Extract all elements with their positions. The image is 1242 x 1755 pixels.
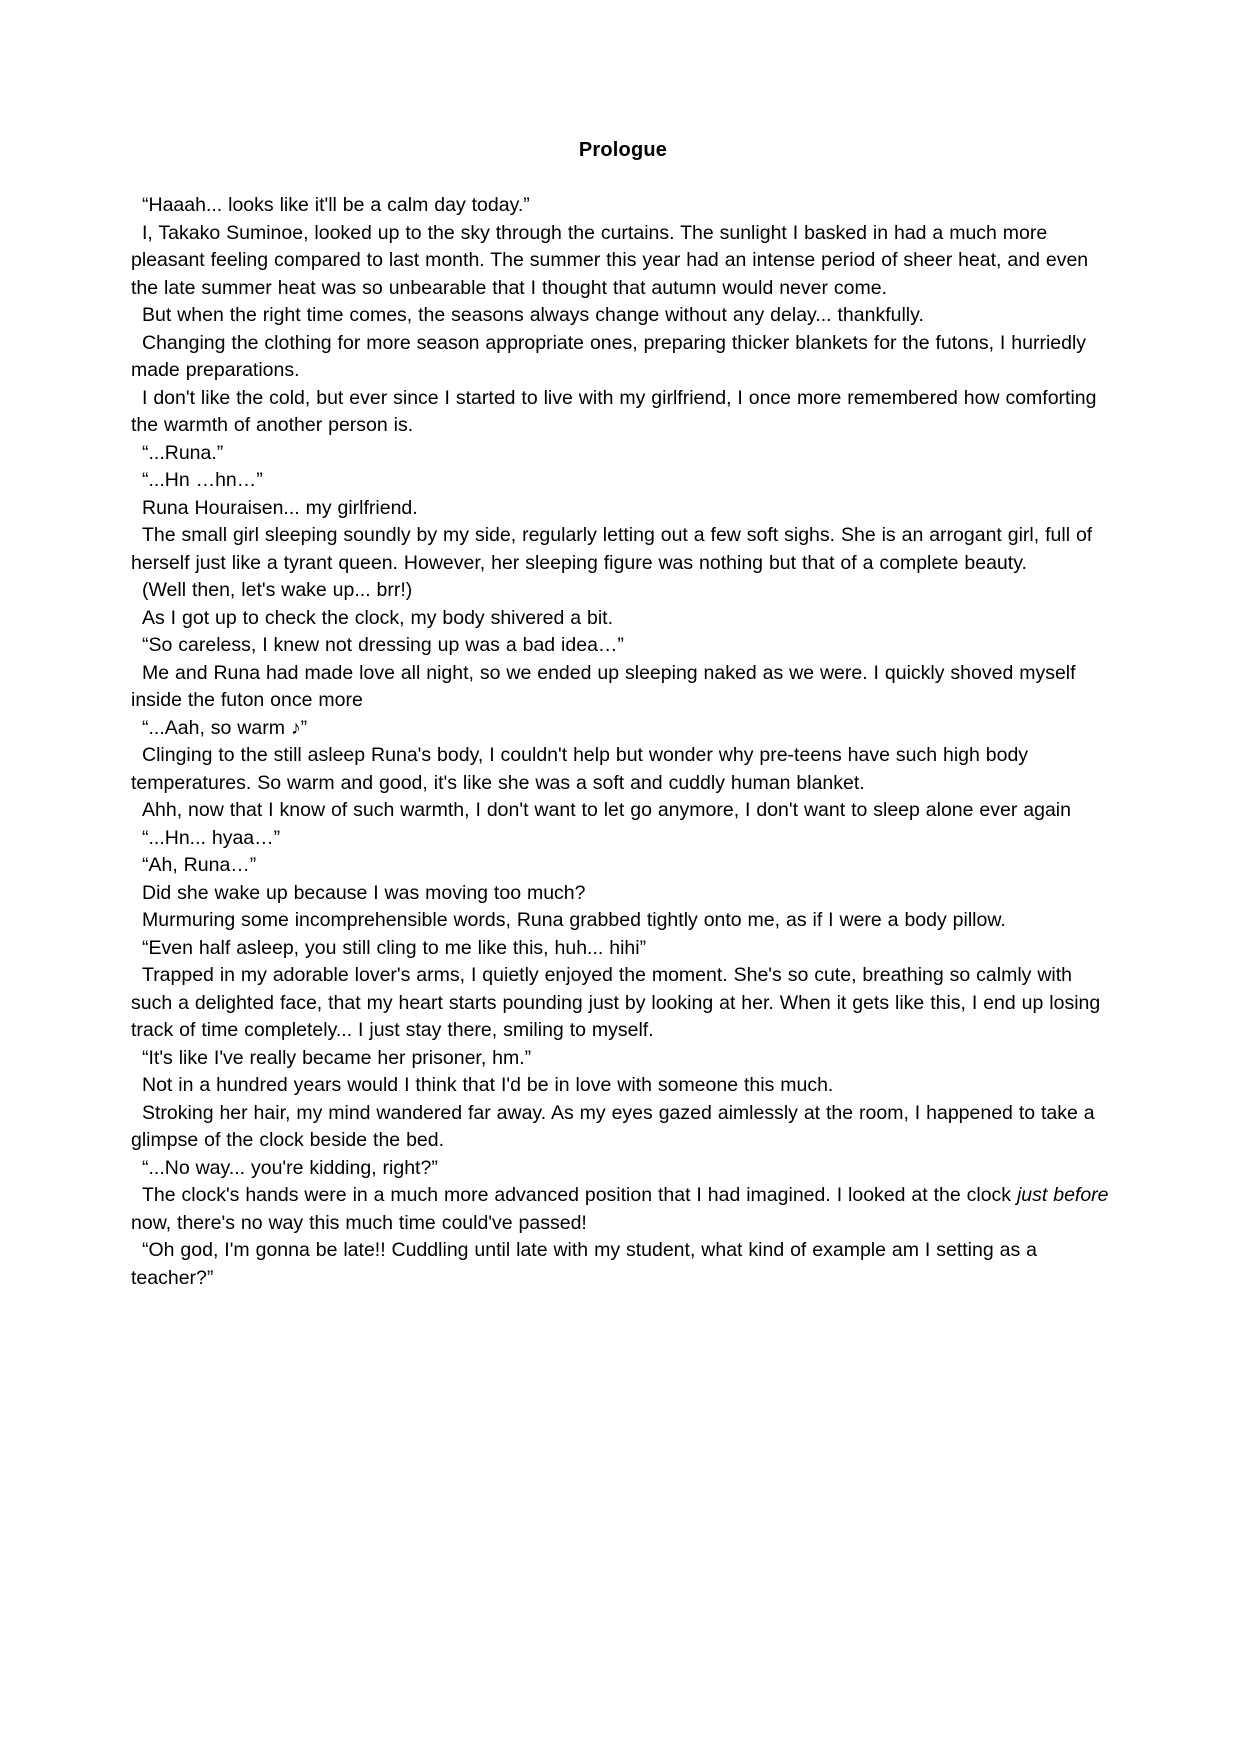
paragraph: “Ah, Runa…” xyxy=(142,854,257,876)
document-body xyxy=(131,192,1115,1292)
paragraph: But when the right time comes, the seasons always change without any delay... thankfully. xyxy=(142,304,924,326)
paragraph: Stroking her hair, my mind wandered far away. As my eyes gazed aimlessly at the room, I happened to take a glimpse of the clock beside the bed. xyxy=(131,1101,1101,1151)
paragraph: Me and Runa had made love all night, so we ended up sleeping naked as we were. I quickly shoved myself inside the futon once more xyxy=(131,661,1082,711)
paragraph: “Even half asleep, you still cling to me like this, huh... hihi” xyxy=(142,936,647,959)
paragraph: Murmuring some incomprehensible words, Runa grabbed tightly onto me, as if I were a body pillow. xyxy=(142,909,1006,931)
paragraph: “...Hn... hyaa…” xyxy=(142,826,281,849)
paragraph: The small girl sleeping soundly by my side, regularly letting out a few soft sighs. She is an arrogant girl, full of herself just like a tyrant queen. However, her sleeping figure was nothing but that of a complete beauty. xyxy=(131,524,1099,574)
paragraph: Runa Houraisen... my girlfriend. xyxy=(142,496,418,519)
paragraph: Changing the clothing for more season appropriate ones, preparing thicker blankets for the futons, I hurriedly made preparations. xyxy=(131,331,1092,381)
text-run: The clock's hands were in a much more advanced position that I had imagined. I looked at the clock xyxy=(142,1184,1017,1206)
paragraph: Not in a hundred years would I think that I'd be in love with someone this much. xyxy=(142,1074,834,1096)
paragraph: “It's like I've really became her prisoner, hm.” xyxy=(142,1046,532,1069)
paragraph: “Haaah... looks like it'll be a calm day today.” xyxy=(142,194,530,216)
paragraph: “So careless, I knew not dressing up was a bad idea…” xyxy=(142,634,624,656)
paragraph: As I got up to check the clock, my body shivered a bit. xyxy=(142,606,613,629)
emphasized-text: just before xyxy=(1016,1184,1109,1206)
paragraph: Trapped in my adorable lover's arms, I quietly enjoyed the moment. She's so cute, breathing so calmly with such a delighted face, that my heart starts pounding just by looking at her. When it gets like this, I end up losing track of time completely... I just stay there, smiling to myself. xyxy=(131,964,1107,1041)
paragraph: “...No way... you're kidding, right?” xyxy=(142,1156,438,1179)
paragraph: Clinging to the still asleep Runa's body, I couldn't help but wonder why pre-teens have such high body temperatures. So warm and good, it's like she was a soft and cuddly human blanket. xyxy=(131,744,1034,794)
paragraph: I, Takako Suminoe, looked up to the sky through the curtains. The sunlight I basked in had a much more pleasant feeling compared to last month. The summer this year had an intense period of sheer heat, and even the late summer heat was so unbearable that I thought that autumn would never come. xyxy=(131,221,1095,299)
paragraph: Did she wake up because I was moving too much? xyxy=(142,881,586,904)
paragraph: “Oh god, I'm gonna be late!! Cuddling until late with my student, what kind of example am I setting as a teacher?” xyxy=(131,1239,1043,1289)
paragraph: Ahh, now that I know of such warmth, I don't want to let go anymore, I don't want to sleep alone ever again xyxy=(142,799,1071,821)
paragraph xyxy=(131,1182,1115,1237)
paragraph: “...Runa.” xyxy=(142,441,224,464)
text-run: now, there's no way this much time could've passed! xyxy=(131,1184,1115,1234)
paragraph: (Well then, let's wake up... brr!) xyxy=(142,579,413,601)
document-title: Prologue xyxy=(578,139,668,161)
paragraph: “...Aah, so warm ♪” xyxy=(142,716,308,739)
paragraph: “...Hn …hn…” xyxy=(142,469,263,491)
paragraph: I don't like the cold, but ever since I started to live with my girlfriend, I once more remembered how comforting the warmth of another person is. xyxy=(131,386,1103,436)
